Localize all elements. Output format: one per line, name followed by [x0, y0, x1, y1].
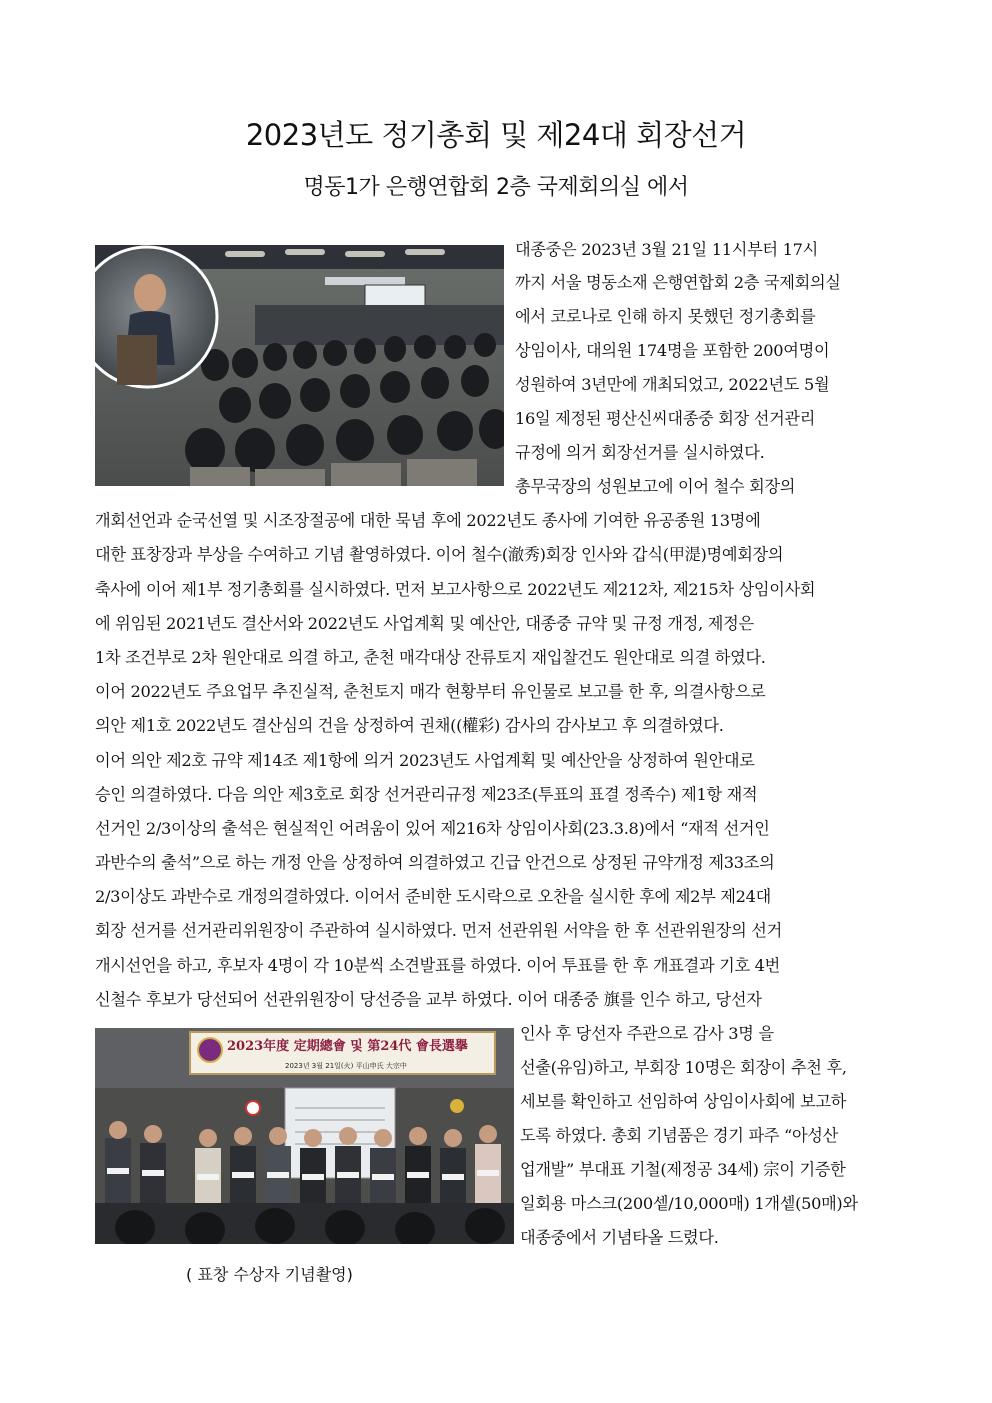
page-title: 2023년도 정기총회 및 제24대 회장선거: [245, 118, 747, 152]
meeting-hall-photo: [95, 245, 504, 486]
text-line: 세보를 확인하고 선임하여 상임이사회에 보고하: [520, 1092, 847, 1111]
text-line: 2/3이상도 과반수로 개정의결하였다. 이어서 준비한 도시락으로 오찬을 실시한 후에 제2부 제24대: [95, 887, 771, 906]
text-line: 대종중은 2023년 3월 21일 11시부터 17시: [515, 240, 818, 259]
text-line: 대종중에서 기념타올 드렸다.: [520, 1228, 719, 1247]
text-line: 과반수의 출석”으로 하는 개정 안을 상정하여 의결하였고 긴급 안건으로 상정된 규약개정 제33조의: [95, 853, 775, 872]
text-line: 선출(유임)하고, 부회장 10명은 회장이 추천 후,: [520, 1058, 847, 1077]
award-group-illustration: [95, 1028, 514, 1244]
text-line: 개회선언과 순국선열 및 시조장절공에 대한 묵념 후에 2022년도 종사에 기여한 유공종원 13명에: [95, 511, 761, 530]
text-line: 16일 제정된 평산신씨대종중 회장 선거관리: [515, 409, 816, 428]
page-subtitle: 명동1가 은행연합회 2층 국제회의실 에서: [303, 175, 689, 200]
text-line: 총무국장의 성원보고에 이어 철수 회장의: [515, 477, 796, 496]
text-line: 대한 표창장과 부상을 수여하고 기념 촬영하였다. 이어 철수(澈秀)회장 인사와 갑식(甲湜)명예회장의: [95, 545, 784, 564]
text-line: 인사 후 당선자 주관으로 감사 3명 을: [520, 1024, 774, 1043]
text-line: 에 위임된 2021년도 결산서와 2022년도 사업계획 및 예산안, 대종중 규약 및 규정 개정, 제정은: [95, 614, 754, 633]
text-line: 개시선언을 하고, 후보자 4명이 각 10분씩 소견발표를 하였다. 이어 투표를 한 후 개표결과 기호 4번: [95, 956, 780, 975]
text-line: 회장 선거를 선거관리위원장이 주관하여 실시하였다. 먼저 선관위원 서약을 한 후 선관위원장의 선거: [95, 921, 782, 940]
text-line: 1차 조건부로 2차 원안대로 의결 하고, 춘천 매각대상 잔류토지 재입찰건도 원안대로 의결 하였다.: [95, 648, 766, 667]
banner-line2: 2023년 3월 21일(火) 平山申氏 大宗中: [285, 1062, 407, 1070]
text-line: 도록 하였다. 총회 기념품은 경기 파주 “아성산: [520, 1126, 838, 1145]
text-line: 이어 2022년도 주요업무 추진실적, 춘천토지 매각 현황부터 유인물로 보고를 한 후, 의결사항으로: [95, 682, 766, 701]
text-line: 업개발” 부대표 기철(제정공 34세) 宗이 기증한: [520, 1160, 846, 1179]
text-line: 에서 코로나로 인해 하지 못했던 정기총회를: [515, 307, 816, 326]
text-line: 선거인 2/3이상의 출석은 현실적인 어려움이 있어 제216차 상임이사회(23.3.8)에서 “재적 선거인: [95, 819, 770, 838]
text-line: 성원하여 3년만에 개최되었고, 2022년도 5월: [515, 375, 830, 394]
text-line: 승인 의결하였다. 다음 의안 제3호로 회장 선거관리규정 제23조(투표의 표결 정족수) 제1항 재적: [95, 785, 758, 804]
photo-caption: ( 표창 수상자 기념촬영): [186, 1265, 353, 1284]
text-line: 신철수 후보가 당선되어 선관위원장이 당선증을 교부 하였다. 이어 대종중 旗를 인수 하고, 당선자: [95, 990, 762, 1009]
text-line: 축사에 이어 제1부 정기총회를 실시하였다. 먼저 보고사항으로 2022년도 제212차, 제215차 상임이사회: [95, 580, 816, 599]
text-line: 상임이사, 대의원 174명을 포함한 200여명이: [515, 341, 830, 360]
award-group-photo: [95, 1028, 514, 1244]
text-line: 까지 서울 명동소재 은행연합회 2층 국제회의실: [515, 273, 841, 292]
text-line: 의안 제1호 2022년도 결산심의 건을 상정하여 권채((權彩) 감사의 감사보고 후 의결하였다.: [95, 716, 724, 735]
text-line: 일회용 마스크(200셑/10,000매) 1개셑(50매)와: [520, 1194, 858, 1213]
banner-line1: 2023年度 定期總會 및 第24代 會長選擧: [227, 1039, 468, 1054]
meeting-hall-illustration: [95, 245, 504, 486]
text-line: 규정에 의거 회장선거를 실시하였다.: [515, 443, 765, 462]
text-line: 이어 의안 제2호 규약 제14조 제1항에 의거 2023년도 사업계획 및 예산안을 상정하여 원안대로: [95, 751, 755, 770]
